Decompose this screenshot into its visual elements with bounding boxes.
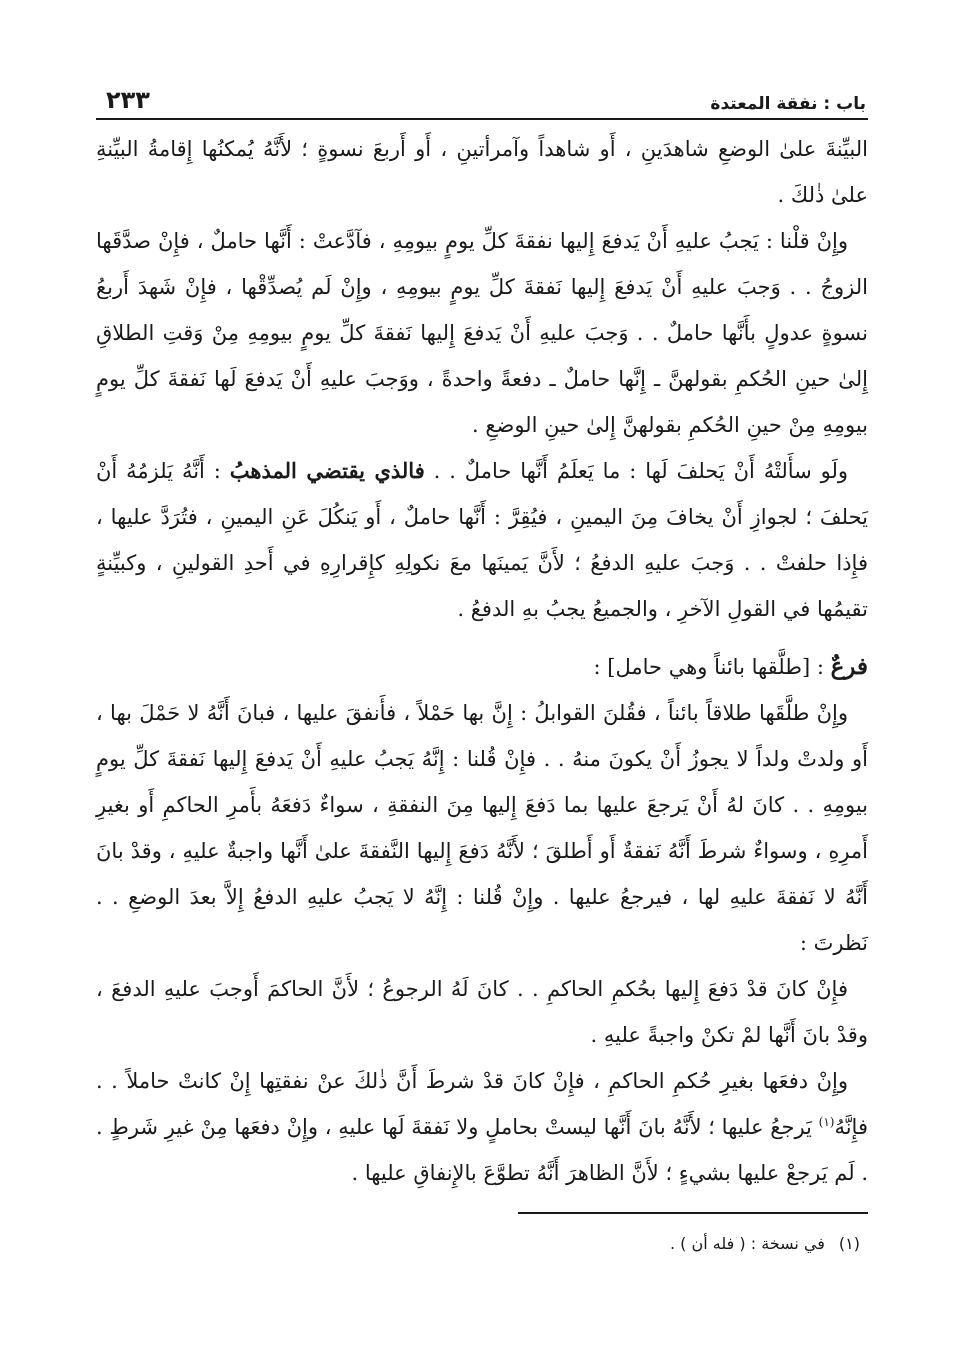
paragraph-1: البيِّنةَ علىٰ الوضعِ شاهدَينِ ، أَو شاهداً وآمرأتينِ ، أَو أَربعَ نسوةٍ ؛ لأَنَّهُ يُمكنُها إِقامةُ البيِّنةِ علىٰ ذٰلكَ .: [96, 137, 868, 207]
footnote-reference[interactable]: (١): [818, 1115, 835, 1129]
page-number: ٢٣٣: [106, 86, 150, 114]
paragraph-5: فإِنْ كانَ قدْ دَفعَ إِليها بحُكمِ الحاكمِ . . كانَ لَهُ الرجوعُ ؛ لأَنَّ الحاكمَ أَوجبَ عليهِ الدفعَ ، وقدْ بانَ أَنَّها لمْ تكنْ واجبةً عليهِ .: [96, 977, 868, 1047]
section-heading-title: : [طلَّقها بائناً وهي حامل] :: [593, 655, 831, 679]
chapter-title: باب : نفقة المعتدة: [710, 94, 866, 114]
footnote-number: (١): [838, 1234, 860, 1253]
paragraph-6-end: يَرجعُ عليها ؛ لأَنَّهُ بانَ أَنَّها ليستْ بحاملٍ ولا نَفقةَ لَها عليهِ ، وإِنْ دفعَها مِنْ غيرِ شَرطٍ . . لَم يَرجعْ عليها بشيءٍ ؛ لأَنَّ الظاهرَ أَنَّهُ تطوَّعَ بالإِنفاقِ عليها .: [96, 1115, 868, 1185]
paragraph-3-start: ولَو سأَلتْهُ أَنْ يَحلفَ لَها : ما يَعلَمُ أَنَّها حاملٌ . .: [424, 459, 848, 483]
paragraph-3-end: : أَنَّهُ يَلزمُهُ أَنْ يَحلفَ ؛ لجوازِ أَنْ يخافَ مِنَ اليمينِ ، فيُقِرَّ : أَنَّها حاملٌ ، أَو يَنكُلَ عَنِ اليمينِ ، فتُرَدَّ عليها ، فإِذا حلفتْ . . وَجبَ عليهِ الدفعُ ؛ لأَنَّ يَمينَها معَ نكولِهِ كإِقرارِهِ في أَحدِ القولينِ ، وكبيِّنةٍ تقيمُها في القولِ الآخرِ ، والجميعُ يجبُ بهِ الدفعُ .: [96, 459, 868, 621]
page-body: [96, 126, 868, 1196]
paragraph-2: وإِنْ قلْنا : يَجبُ عليهِ أَنْ يَدفعَ إِليها نفقةَ كلِّ يومٍ بيومِهِ ، فآدَّعتْ : أَنَّها حاملٌ ، فإِنْ صدَّقَها الزوجُ . . وَجبَ عليهِ أَنْ يَدفعَ إِليها نَفقةَ كلِّ يومٍ بيومِهِ ، وإِنْ لَم يُصدِّقْها ، فإِنْ شَهدَ أَربعُ نسوةٍ عدولٍ بأَنَّها حاملٌ . . وَجبَ عليهِ أَنْ يَدفعَ إِليها نَفقةَ كلِّ يومٍ بيومِهِ مِنْ وَقتِ الطلاقِ إِلىٰ حينِ الحُكمِ بقولهنَّ ـ إِنَّها حاملٌ ـ دفعةً واحدةً ، ووَجبَ عليهِ أَنْ يَدفعَ لَها نَفقةَ كلِّ يومٍ بيومِهِ مِنْ حينِ الحُكمِ بقولهنَّ إِلىٰ حينِ الوضعِ .: [96, 229, 868, 437]
section-heading-label: فرعٌ: [830, 653, 868, 680]
book-page: [96, 78, 868, 1258]
section-heading: [96, 644, 868, 690]
madhhab-emphasis: فالذي يقتضي المذهبُ: [229, 458, 425, 483]
footnote: [96, 1230, 868, 1258]
paragraph-6: [96, 1058, 868, 1196]
footnote-text: في نسخة : ( فله أن ) .: [670, 1234, 825, 1253]
page-header: [96, 78, 868, 120]
paragraph-3: [96, 448, 868, 632]
paragraph-6-start: وإِنْ دفعَها بغيرِ حُكمِ الحاكمِ ، فإِنْ كانَ قدْ شرطَ أَنَّ ذٰلكَ عنْ نفقتِها إِنْ كانتْ حاملاً . . فإِنَّهُ: [96, 1069, 868, 1139]
paragraph-4: وإِنْ طلَّقَها طلاقاً بائناً ، فقُلنَ القوابلُ : إِنَّ بها حَمْلاً ، فأَنفقَ عليها ، فبانَ أَنَّهُ لا حَمْلَ بها ، أَو ولدتْ ولداً لا يجوزُ أَنْ يكونَ منهُ . . فإِنْ قُلنا : إِنَّهُ يَجبُ عليهِ أَنْ يَدفعَ إِليها نَفقةَ كلِّ يومٍ بيومِهِ . . كانَ لهُ أَنْ يَرجعَ عليها بما دَفعَ إِليها مِنَ النفقةِ ، سواءٌ دَفعَهُ بأَمرِ الحاكمِ أَو بغيرِ أَمرِهِ ، وسواءٌ شرطَ أَنَّهُ نَفقةٌ أَو أَطلقَ ؛ لأَنَّهُ دَفعَ إِليها النَّفقةَ علىٰ أَنَّها واجبةٌ عليهِ ، وقدْ بانَ أَنَّهُ لا نَفقةَ عليهِ لها ، فيرجعُ عليها . وإِنْ قُلنا : إِنَّهُ لا يَجبُ عليهِ الدفعُ إِلاَّ بعدَ الوضعِ . . نَظرتَ :: [96, 701, 868, 955]
footnote-divider: [518, 1212, 868, 1214]
